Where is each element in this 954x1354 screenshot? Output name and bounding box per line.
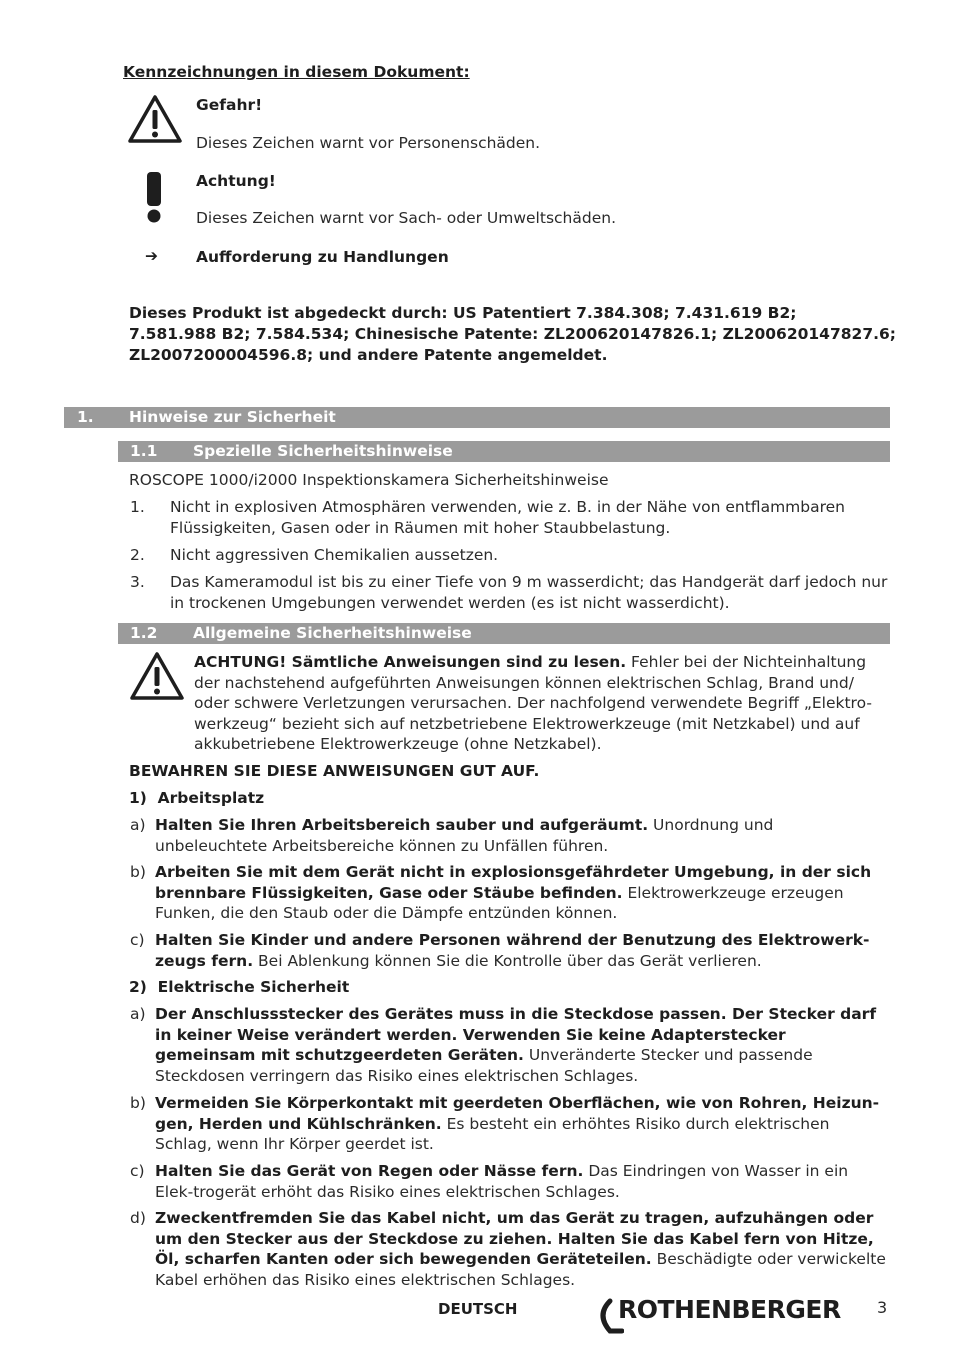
brand-logo-text: ROTHENBERGER (618, 1295, 841, 1324)
item-bold: Arbeiten Sie mit dem Gerät nicht in explosionsgefährdeter Umgebung, in der sich brennbare Flüssigkeiten, Gase oder Stäube befinden. (155, 863, 872, 902)
danger-title: Gefahr! (196, 96, 263, 114)
list-item (130, 1093, 886, 1155)
list-marker: c) (130, 1162, 145, 1180)
section-title: Hinweise zur Sicherheit (129, 408, 336, 426)
list-item (130, 572, 890, 613)
item-bold: Zweckentfremden Sie das Kabel nicht, um das Gerät zu tragen, aufzuhängen oder um den Stecker aus der Steckdose zu ziehen. Halten Sie das Kabel fern von Hitze, Öl, scharfen Kanten oder sich bewegenden Geräteteilen. (155, 1209, 874, 1268)
list-marker: b) (130, 863, 146, 881)
warning-line: akkubetriebene Elektrowerkzeuge (ohne Netzkabel). (194, 735, 602, 753)
caution-text: Dieses Zeichen warnt vor Sach- oder Umweltschäden. (196, 209, 616, 227)
list-item (130, 930, 886, 971)
item-bold: Halten Sie Ihren Arbeitsbereich sauber und aufgeräumt. (155, 816, 649, 834)
section-title: Allgemeine Sicherheitshinweise (193, 624, 472, 642)
item-bold: Der Anschlussstecker des Gerätes muss in die Steckdose passen. Der Stecker darf in keiner Weise verändert werden. Verwenden Sie keine Adapterstecker gemeinsam mit schutzgeerdeten Geräten. (155, 1005, 877, 1064)
item-text: Bei Ablenkung können Sie die Kontrolle über das Gerät verlieren. (253, 951, 762, 970)
subsection-heading: 1) Arbeitsplatz (129, 789, 265, 807)
warning-line: oder schwere Verletzungen verursachen. Der nachfolgend verwendete Begriff „Elektro- (194, 694, 872, 712)
warning-line: der nachstehend aufgeführten Anweisungen können elektrischen Schlag, Brand und/ (194, 673, 854, 692)
list-item (130, 862, 886, 924)
list-item (130, 1161, 886, 1202)
patent-line: Dieses Produkt ist abgedeckt durch: US Patentiert 7.384.308; 7.431.619 B2; (129, 304, 797, 322)
legend-heading: Kennzeichnungen in diesem Dokument: (123, 63, 470, 81)
list-marker: c) (130, 931, 145, 949)
danger-text: Dieses Zeichen warnt vor Personenschäden. (196, 134, 541, 152)
list-line: Nicht aggressiven Chemikalien aussetzen. (170, 546, 499, 564)
list-item (130, 1004, 886, 1086)
list-marker: a) (130, 816, 146, 834)
section-number: 1. (77, 408, 94, 426)
general-warning (194, 652, 894, 755)
page-number: 3 (877, 1298, 888, 1317)
arrow-right-icon: ➔ (145, 247, 158, 265)
list-marker: 2. (130, 546, 145, 564)
section-intro: ROSCOPE 1000/i2000 Inspektionskamera Sicherheitshinweise (129, 471, 609, 489)
warning-line: werkzeug“ bezieht sich auf netzbetriebene Elektrowerkzeuge (mit Netzkabel) und auf (194, 714, 860, 733)
section-heading-1-1 (118, 441, 890, 462)
list-line: in trockenen Umgebungen verwendet werden (es ist nicht wasserdicht). (170, 593, 730, 612)
danger-triangle-icon (126, 93, 184, 145)
item-text: Unordnung und unbeleuchtete Arbeitsbereiche können zu Unfällen führen. (155, 816, 774, 855)
list-item (130, 497, 890, 538)
section-title: Spezielle Sicherheitshinweise (193, 442, 453, 460)
list-marker: a) (130, 1005, 146, 1023)
caution-title: Achtung! (196, 172, 276, 190)
exclamation-icon (144, 170, 164, 224)
item-text: Das Eindringen von Wasser in ein Elek-trogerät erhöht das Risiko eines elektrischen Schlages. (155, 1162, 849, 1201)
item-text: Unveränderte Stecker und passende Steckdosen verringern das Risiko eines elektrischen Schlages. (155, 1046, 813, 1085)
section-heading-1 (64, 407, 890, 428)
action-text: Aufforderung zu Handlungen (196, 248, 449, 266)
list-line: Das Kameramodul ist bis zu einer Tiefe von 9 m wasserdicht; das Handgerät darf jedoch nur (170, 573, 888, 591)
section-number: 1.2 (130, 624, 158, 642)
patent-line: ZL2007200004596.8; und andere Patente angemeldet. (129, 346, 608, 364)
subsection-heading: 2) Elektrische Sicherheit (129, 978, 350, 996)
list-marker: 3. (130, 573, 145, 591)
item-bold: Halten Sie das Gerät von Regen oder Nässe fern. (155, 1162, 584, 1180)
list-item (130, 1208, 886, 1290)
item-text: Es besteht ein erhöhtes Risiko durch elektrischen Schlag, wenn Ihr Körper geerdet ist. (155, 1114, 830, 1153)
item-bold: Halten Sie Kinder und andere Personen während der Benutzung des Elektrowerk-zeugs fern. (155, 931, 870, 970)
item-text: Beschädigte oder verwickelte Kabel erhöhen das Risiko eines elektrischen Schlages. (155, 1250, 886, 1289)
list-line: Nicht in explosiven Atmosphären verwenden, wie z. B. in der Nähe von entflammbaren (170, 498, 845, 516)
list-marker: b) (130, 1094, 146, 1112)
patent-line: 7.581.988 B2; 7.584.534; Chinesische Patente: ZL200620147826.1; ZL200620147827.6; (129, 325, 896, 343)
list-marker: d) (130, 1209, 146, 1227)
warning-line: Fehler bei der Nichteinhaltung (626, 653, 867, 671)
list-item (130, 815, 886, 856)
section-number: 1.1 (130, 442, 158, 460)
warning-triangle-icon (128, 650, 186, 702)
list-item (130, 545, 890, 566)
section-heading-1-2 (118, 623, 890, 644)
list-line: Flüssigkeiten, Gasen oder in Räumen mit hoher Staubbelastung. (170, 518, 671, 537)
item-text: Elektrowerkzeuge erzeugen Funken, die den Staub oder die Dämpfe entzünden können. (155, 883, 844, 922)
list-marker: 1. (130, 498, 145, 516)
warning-bold: ACHTUNG! Sämtliche Anweisungen sind zu lesen. (194, 653, 627, 671)
keep-instructions: BEWAHREN SIE DIESE ANWEISUNGEN GUT AUF. (129, 762, 540, 780)
footer-language: DEUTSCH (438, 1300, 518, 1318)
item-bold: Vermeiden Sie Körperkontakt mit geerdeten Oberflächen, wie von Rohren, Heizun-gen, Herden und Kühlschränken. (155, 1094, 880, 1133)
